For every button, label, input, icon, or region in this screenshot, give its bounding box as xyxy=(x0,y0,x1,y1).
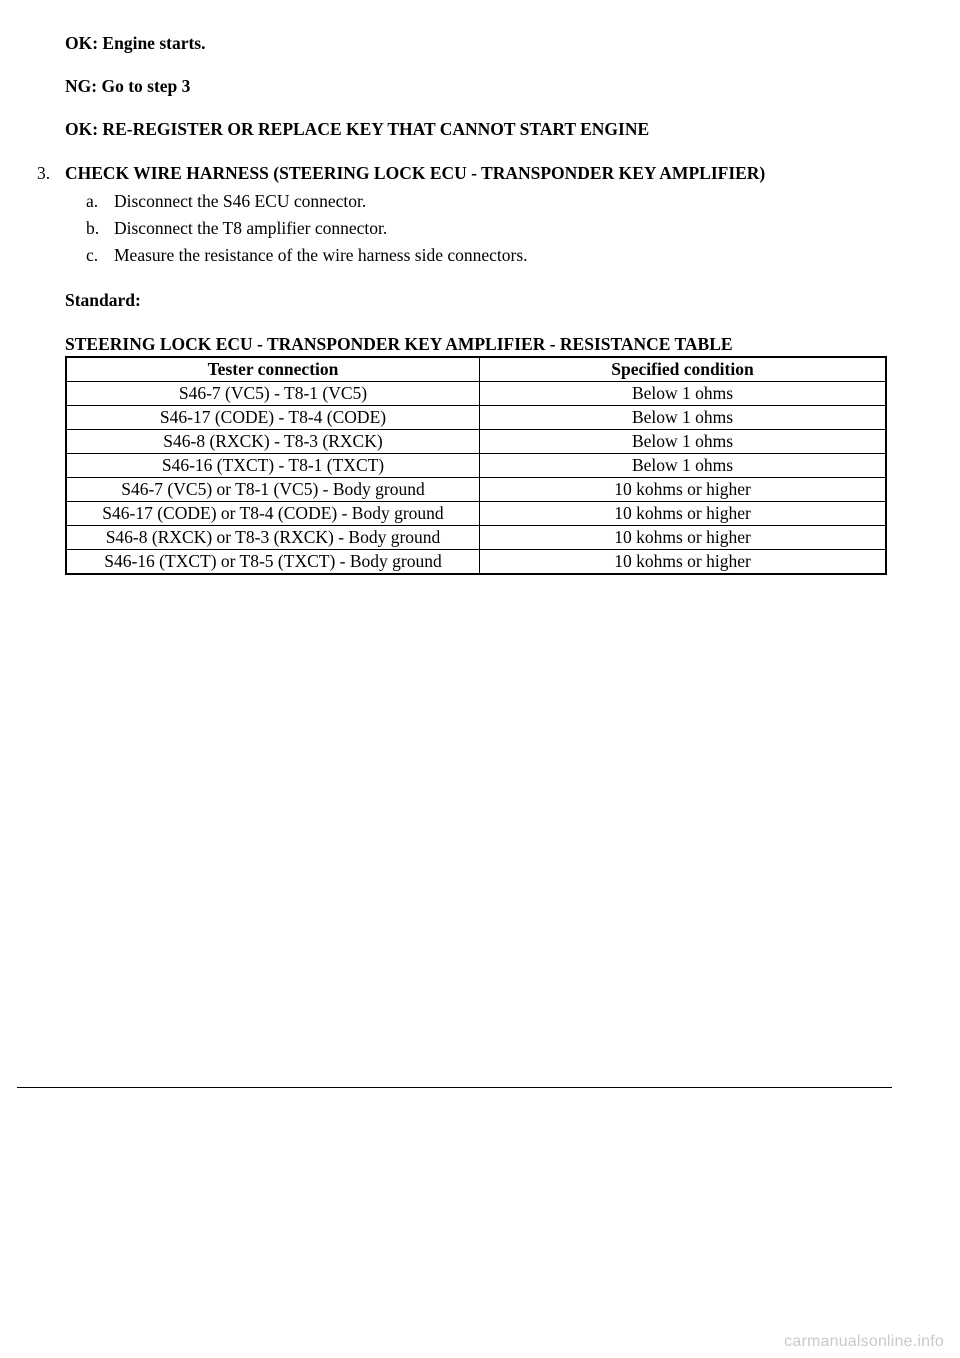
specified-condition-cell: Below 1 ohms xyxy=(480,430,887,454)
substep-letter: c. xyxy=(86,245,99,265)
tester-connection-cell: S46-17 (CODE) or T8-4 (CODE) - Body ground xyxy=(66,502,480,526)
table-row xyxy=(66,502,886,526)
tester-connection-cell: S46-7 (VC5) - T8-1 (VC5) xyxy=(66,382,480,406)
specified-condition-cell: Below 1 ohms xyxy=(480,406,887,430)
specified-condition-cell: Below 1 ohms xyxy=(480,454,887,478)
table-row xyxy=(66,406,886,430)
result-ng-go-to-step: NG: Go to step 3 xyxy=(65,76,191,96)
tester-connection-cell: S46-17 (CODE) - T8-4 (CODE) xyxy=(66,406,480,430)
substep-text: Disconnect the S46 ECU connector. xyxy=(114,191,367,211)
substep-letter: b. xyxy=(86,218,100,238)
header-tester-connection: Tester connection xyxy=(66,357,480,382)
header-specified-condition: Specified condition xyxy=(480,357,887,382)
specified-condition-cell: Below 1 ohms xyxy=(480,382,887,406)
step-number: 3. xyxy=(37,163,51,183)
table-row xyxy=(66,550,886,575)
result-ok-engine-starts: OK: Engine starts. xyxy=(65,33,206,53)
tester-connection-cell: S46-8 (RXCK) - T8-3 (RXCK) xyxy=(66,430,480,454)
resistance-table xyxy=(65,356,887,575)
result-ok-action: OK: RE-REGISTER OR REPLACE KEY THAT CANNOT START ENGINE xyxy=(65,119,650,139)
footer-divider xyxy=(17,1087,892,1088)
table-row xyxy=(66,382,886,406)
standard-label: Standard: xyxy=(65,290,141,310)
watermark: carmanualsonline.info xyxy=(784,1333,944,1350)
table-row xyxy=(66,526,886,550)
table-row xyxy=(66,478,886,502)
table-caption: STEERING LOCK ECU - TRANSPONDER KEY AMPLIFIER - RESISTANCE TABLE xyxy=(65,334,733,354)
tester-connection-cell: S46-7 (VC5) or T8-1 (VC5) - Body ground xyxy=(66,478,480,502)
specified-condition-cell: 10 kohms or higher xyxy=(480,550,887,575)
step-title: CHECK WIRE HARNESS (STEERING LOCK ECU - TRANSPONDER KEY AMPLIFIER) xyxy=(65,163,766,183)
specified-condition-cell: 10 kohms or higher xyxy=(480,502,887,526)
tester-connection-cell: S46-16 (TXCT) or T8-5 (TXCT) - Body ground xyxy=(66,550,480,575)
table-row xyxy=(66,430,886,454)
tester-connection-cell: S46-8 (RXCK) or T8-3 (RXCK) - Body ground xyxy=(66,526,480,550)
substep-letter: a. xyxy=(86,191,99,211)
substep-text: Measure the resistance of the wire harness side connectors. xyxy=(114,245,528,265)
substep-text: Disconnect the T8 amplifier connector. xyxy=(114,218,388,238)
specified-condition-cell: 10 kohms or higher xyxy=(480,526,887,550)
table-row xyxy=(66,454,886,478)
table-header-row xyxy=(66,357,886,382)
tester-connection-cell: S46-16 (TXCT) - T8-1 (TXCT) xyxy=(66,454,480,478)
specified-condition-cell: 10 kohms or higher xyxy=(480,478,887,502)
